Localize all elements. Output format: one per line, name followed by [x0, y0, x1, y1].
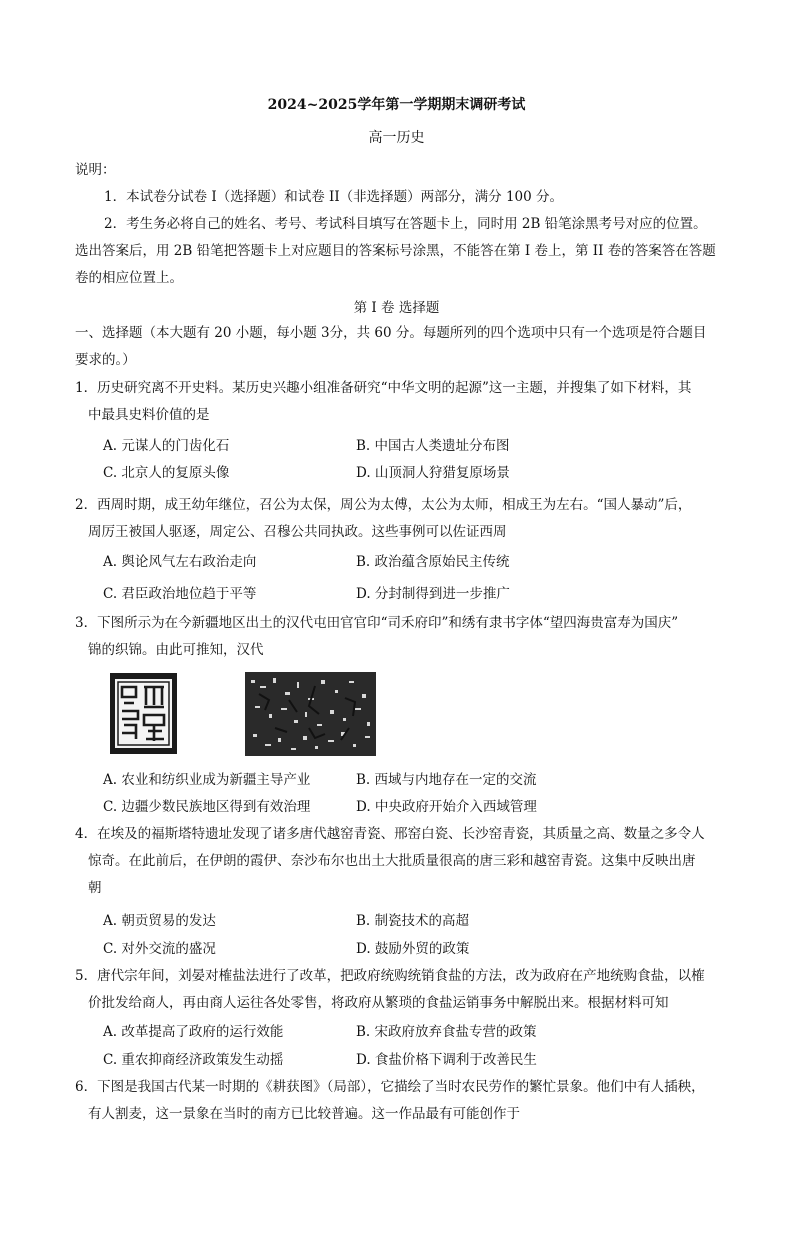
question-3-option-b[interactable]: B. 西域与内地存在一定的交流: [356, 772, 537, 788]
question-5-option-a[interactable]: A. 改革提高了政府的运行效能: [103, 1024, 284, 1040]
question-3-option-d[interactable]: D. 中央政府开始介入西域管理: [356, 799, 537, 815]
question-3-stem-2: 锦的织锦。由此可推知，汉代: [88, 642, 264, 658]
question-5-option-c[interactable]: C. 重农抑商经济政策发生动摇: [103, 1052, 284, 1068]
question-2-option-a[interactable]: A. 舆论风气左右政治走向: [103, 554, 257, 570]
instruction-2-line-2: 选出答案后，用 2B 铅笔把答题卡上对应题目的答案标号涂黑，不能答在第 I 卷上，第 II 卷的答案答在答题: [75, 243, 716, 259]
silk-brocade-image: [245, 672, 376, 756]
question-2-option-d[interactable]: D. 分封制得到进一步推广: [356, 586, 510, 602]
instruction-2-line-3: 卷的相应位置上。: [75, 270, 183, 286]
question-3-stem-1: 3．下图所示为在今新疆地区出土的汉代屯田官官印“司禾府印”和绣有隶书字体“望四海贵富寿为国庆”: [75, 615, 679, 631]
question-4-option-b[interactable]: B. 制瓷技术的高超: [356, 913, 470, 929]
question-1-stem-2: 中最具史料价值的是: [88, 407, 210, 423]
question-2-stem-1: 2．西周时期，成王幼年继位，召公为太保，周公为太傅，太公为太师，相成王为左右。“国人暴动”后，: [75, 497, 692, 513]
instruction-1: 1．本试卷分试卷 I（选择题）和试卷 II（非选择题）两部分，满分 100 分。: [104, 189, 564, 205]
question-4-option-c[interactable]: C. 对外交流的盛况: [103, 941, 216, 957]
question-1-stem-1: 1．历史研究离不开史料。某历史兴趣小组准备研究“中华文明的起源”这一主题，并搜集了如下材料，其: [75, 380, 692, 396]
question-5-stem-2: 价批发给商人，再由商人运往各处零售，将政府从繁琐的食盐运销事务中解脱出来。根据材料可知: [88, 995, 669, 1011]
question-6-stem-1: 6．下图是我国古代某一时期的《耕获图》（局部），它描绘了当时农民劳作的繁忙景象。他们中有人插秧，: [75, 1079, 705, 1095]
seal-stamp-image: [110, 673, 177, 754]
question-4-option-a[interactable]: A. 朝贡贸易的发达: [103, 913, 216, 929]
question-1-option-b[interactable]: B. 中国古人类遗址分布图: [356, 438, 510, 454]
section-intro-line-2: 要求的。）: [75, 352, 136, 368]
instructions-label: 说明：: [75, 162, 116, 178]
question-5-option-b[interactable]: B. 宋政府放弃食盐专营的政策: [356, 1024, 537, 1040]
question-4-option-d[interactable]: D. 鼓励外贸的政策: [356, 941, 470, 957]
question-5-option-d[interactable]: D. 食盐价格下调利于改善民生: [356, 1052, 537, 1068]
instruction-2-line-1: 2．考生务必将自己的姓名、考号、考试科目填写在答题卡上，同时用 2B 铅笔涂黑考号对应的位置。: [104, 216, 707, 232]
question-2-stem-2: 周厉王被国人驱逐，周定公、召穆公共同执政。这些事例可以佐证西周: [88, 524, 507, 540]
question-2-option-c[interactable]: C. 君臣政治地位趋于平等: [103, 586, 257, 602]
question-3-option-a[interactable]: A. 农业和纺织业成为新疆主导产业: [103, 772, 311, 788]
question-6-stem-2: 有人割麦，这一景象在当时的南方已比较普遍。这一作品最有可能创作于: [88, 1106, 520, 1122]
question-4-stem-3: 朝: [88, 880, 102, 896]
question-3-option-c[interactable]: C. 边疆少数民族地区得到有效治理: [103, 799, 311, 815]
question-4-stem-2: 惊奇。在此前后，在伊朗的霞伊、奈沙布尔也出土大批质量很高的唐三彩和越窑青瓷。这集中反映出唐: [88, 853, 696, 869]
subject-title: 高一历史: [368, 130, 425, 146]
exam-title: 2024~2025学年第一学期期末调研考试: [267, 97, 526, 113]
question-2-option-b[interactable]: B. 政治蕴含原始民主传统: [356, 554, 510, 570]
question-1-option-a[interactable]: A. 元谋人的门齿化石: [103, 438, 230, 454]
question-1-option-d[interactable]: D. 山顶洞人狩猎复原场景: [356, 465, 510, 481]
question-1-option-c[interactable]: C. 北京人的复原头像: [103, 465, 230, 481]
section-intro-line-1: 一、选择题（本大题有 20 小题，每小题 3分，共 60 分。每题所列的四个选项中只有一个选项是符合题目: [75, 325, 707, 341]
question-4-stem-1: 4．在埃及的福斯塔特遗址发现了诸多唐代越窑青瓷、邢窑白瓷、长沙窑青瓷，其质量之高、数量之多令人: [75, 826, 705, 842]
question-5-stem-1: 5．唐代宗年间，刘晏对榷盐法进行了改革，把政府统购统销食盐的方法，改为政府在产地统购食盐，以榷: [75, 968, 705, 984]
section-title: 第 I 卷 选择题: [353, 300, 440, 316]
